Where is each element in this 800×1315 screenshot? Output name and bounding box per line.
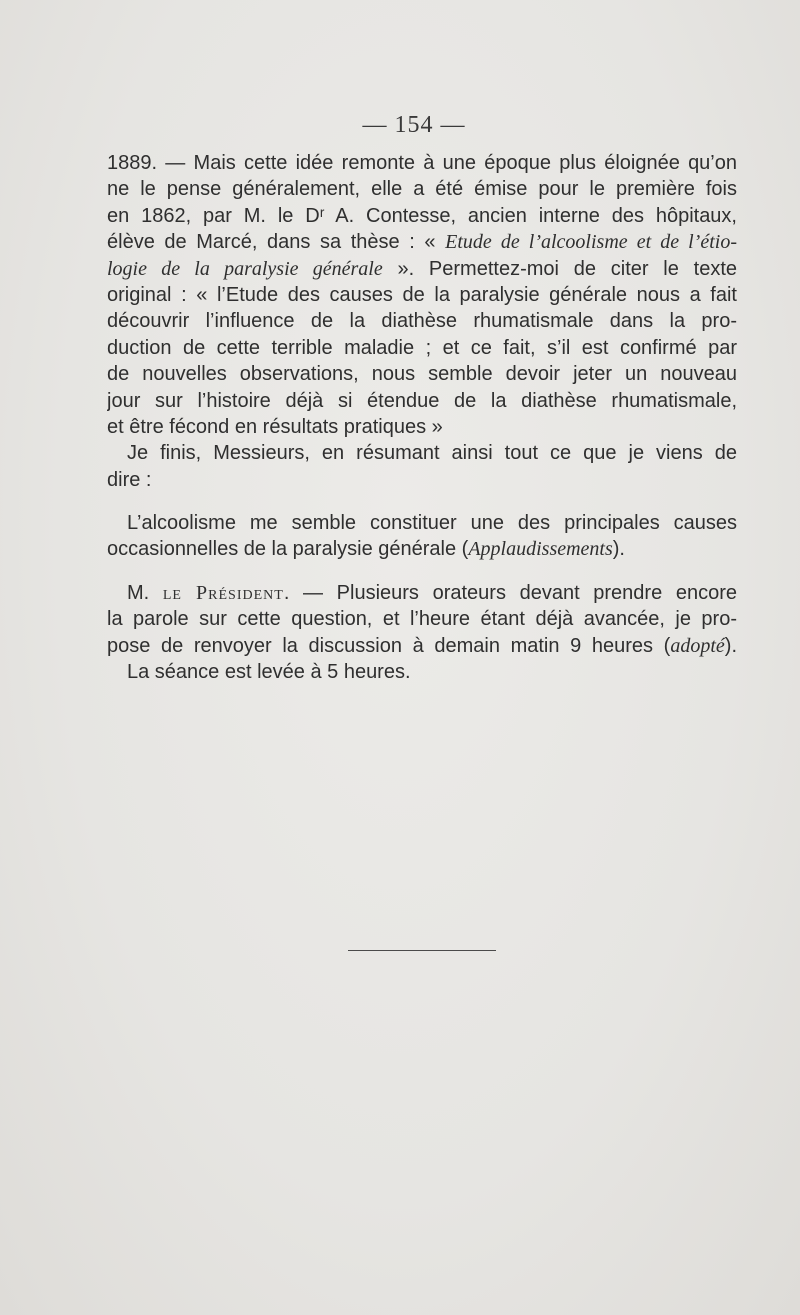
text-line: dire :: [107, 468, 152, 491]
text-line: ne le pense généralement, elle a été émise pour le première fois: [107, 178, 737, 201]
text-line: Je finis, Messieurs, en résumant ainsi tout ce que je viens de: [127, 442, 737, 465]
paragraph-gap: [107, 493, 737, 510]
text-line: [107, 536, 737, 562]
text-segment: ». Permettez-moi de citer le texte: [397, 257, 737, 280]
text-segment: . — Plusieurs orateurs devant prendre encore: [283, 581, 737, 604]
page-number: — 154 —: [362, 112, 466, 138]
thesis-title: Etude de l’alcoolisme et de l’étio-: [445, 231, 737, 254]
text-line: [107, 633, 737, 659]
text-line: [107, 229, 737, 255]
text-line: [107, 256, 737, 282]
text-segment: ).: [612, 538, 625, 561]
text-line: en 1862, par M. le Dʳ A. Contesse, ancien interne des hôpitaux,: [107, 204, 737, 227]
closing-rule: [348, 950, 496, 951]
text-line: jour sur l’histoire déjà si étendue de la diathèse rhumatismale,: [107, 389, 737, 412]
text-line: la parole sur cette question, et l’heure étant déjà avancée, je pro-: [107, 608, 737, 631]
text-line: et être fécond en résultats pratiques »: [107, 415, 443, 438]
speaker-name: le Président: [162, 581, 284, 604]
text-line: 1889. — Mais cette idée remonte à une époque plus éloignée qu’on: [107, 152, 737, 174]
text-segment: ).: [724, 634, 737, 657]
text-line: La séance est levée à 5 heures.: [127, 661, 411, 684]
adopted-note: adopté: [670, 634, 725, 657]
applause-note: Applaudissements: [468, 538, 613, 561]
text-line: découvrir l’influence de la diathèse rhumatismale dans la pro-: [107, 310, 737, 333]
text-line: [107, 580, 737, 606]
text-line: original : « l’Etude des causes de la paralysie générale nous a fait: [107, 283, 737, 306]
body-text: [107, 150, 737, 685]
text-segment: pose de renvoyer la discussion à demain matin 9 heures (: [107, 634, 671, 657]
paragraph-gap: [107, 563, 737, 580]
text-segment: occasionnelles de la paralysie générale (: [107, 538, 469, 561]
text-line: de nouvelles observations, nous semble devoir jeter un nouveau: [107, 363, 737, 386]
text-line: duction de cette terrible maladie ; et ce fait, s’il est confirmé par: [107, 336, 737, 359]
thesis-title-cont: logie de la paralysie générale: [107, 257, 383, 280]
text-line: L’alcoolisme me semble constituer une des principales causes: [127, 512, 737, 535]
text-segment: élève de Marcé, dans sa thèse : «: [107, 231, 436, 254]
text-segment: M.: [127, 581, 163, 604]
